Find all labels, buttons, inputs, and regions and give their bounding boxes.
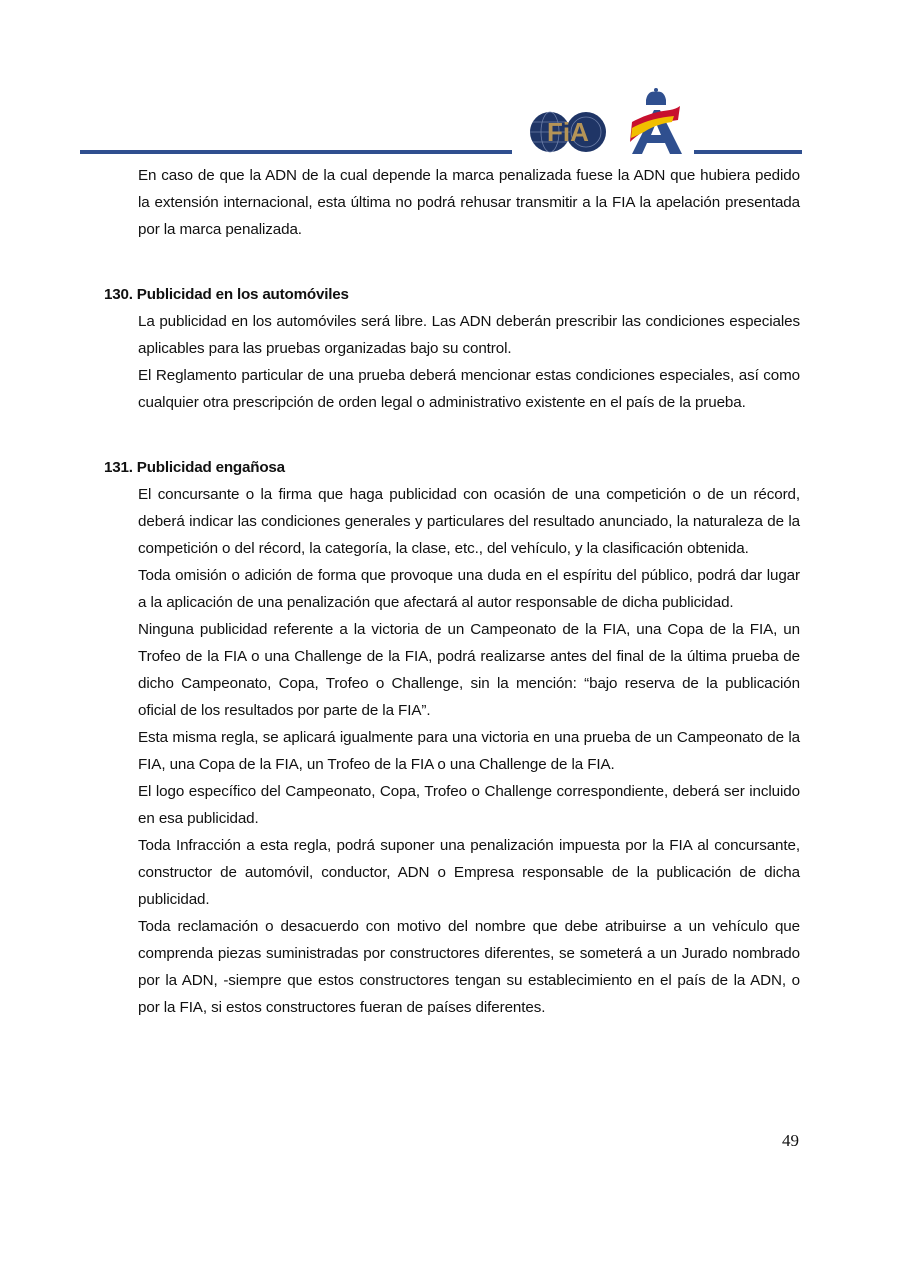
section-heading [104, 454, 285, 481]
section-paragraph: El concursante o la firma que haga publicidad con ocasión de una competición o de un récord, deberá indicar las condiciones generales y particulares del resultado anunciado, la naturaleza de la competición o del récord, la categoría, la clase, etc., del vehículo, y la clasificación obtenida. [138, 486, 800, 557]
section-paragraph: Toda reclamación o desacuerdo con motivo del nombre que debe atribuirse a un vehículo que comprenda piezas suministradas por constructores diferentes, se someterá a un Jurado nombrado por la ADN, -siempre que estos constructores tengan su establecimiento en el país de la ADN, o por la FIA, si estos constructores fueran de países diferentes. [138, 918, 800, 1016]
section-130 [104, 281, 800, 416]
section-number: 130. [104, 286, 133, 303]
section-paragraph: La publicidad en los automóviles será libre. Las ADN deberán prescribir las condiciones especiales aplicables para las pruebas organizadas bajo su control. [138, 313, 800, 357]
section-paragraph: Toda omisión o adición de forma que provoque una duda en el espíritu del público, podrá dar lugar a la aplicación de una penalización que afectará al autor responsable de dicha publicidad. [138, 567, 800, 611]
section-paragraph: Ninguna publicidad referente a la victoria de un Campeonato de la FIA, una Copa de la FIA, un Trofeo de la FIA o una Challenge de la FIA, podrá realizarse antes del final de la última prueba de dicho Campeonato, Copa, Trofeo o Challenge, sin la mención: “bajo reserva de la publicación oficial de los resultados por parte de la FIA”. [138, 621, 800, 719]
document-body [104, 162, 800, 1021]
intro-section [138, 162, 800, 243]
header-rule-left [80, 150, 512, 154]
section-title: Publicidad en los automóviles [136, 286, 349, 303]
section-paragraph: Esta misma regla, se aplicará igualmente para una victoria en una prueba de un Campeonato de la FIA, una Copa de la FIA, un Trofeo de la FIA o una Challenge de la FIA. [138, 729, 800, 773]
fia-logo-icon [529, 106, 607, 158]
header-rule-right [694, 150, 802, 154]
svg-text:FiA: FiA [547, 117, 589, 147]
section-paragraph: El logo específico del Campeonato, Copa, Trofeo o Challenge correspondiente, deberá ser incluido en esa publicidad. [138, 783, 800, 827]
section-paragraph: Toda Infracción a esta regla, podrá suponer una penalización impuesta por la FIA al concursante, constructor de automóvil, conductor, ADN o Empresa responsable de la publicación de dicha publicidad. [138, 837, 800, 908]
section-131 [104, 454, 800, 1021]
section-number: 131. [104, 459, 133, 476]
section-heading [104, 281, 349, 308]
rfea-logo-icon [624, 88, 688, 156]
section-paragraph: El Reglamento particular de una prueba deberá mencionar estas condiciones especiales, así como cualquier otra prescripción de orden legal o administrativo existente en el país de la prueba. [138, 367, 800, 411]
page-number: 49 [782, 1131, 799, 1150]
section-title: Publicidad engañosa [136, 459, 285, 476]
intro-paragraph: En caso de que la ADN de la cual depende la marca penalizada fuese la ADN que hubiera pedido la extensión internacional, esta última no podrá rehusar transmitir a la FIA la apelación presentada por la marca penalizada. [138, 167, 800, 238]
